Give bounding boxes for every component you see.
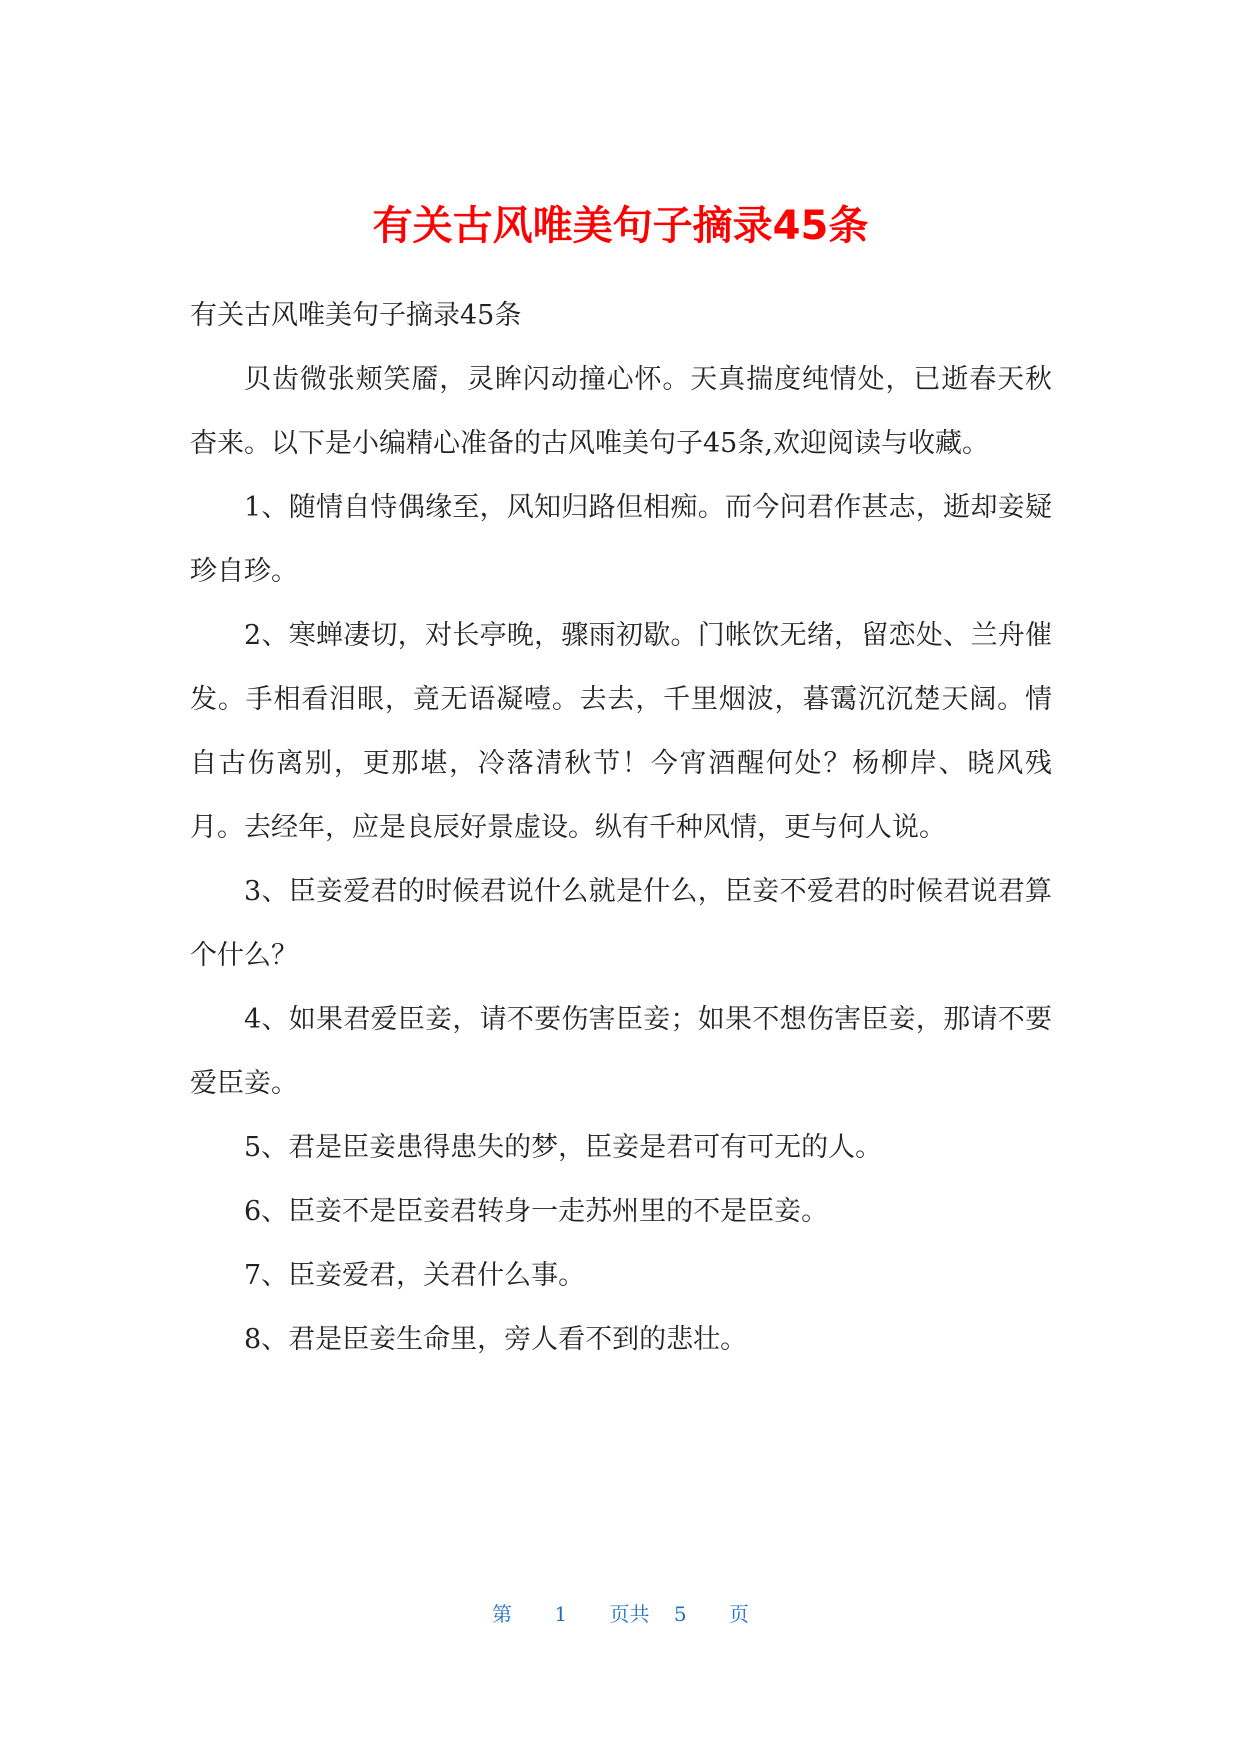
- intro-paragraph: 贝齿微张颊笑靥，灵眸闪动撞心怀。天真揣度纯情处，已逝春天秋杳来。以下是小编精心准备的古风唯美句子45条,欢迎阅读与收藏。: [190, 364, 1052, 459]
- current-page-number: 1: [554, 1602, 568, 1626]
- document-title: 有关古风唯美句子摘录45条: [372, 203, 869, 249]
- footer-label-ye: 页: [728, 1602, 749, 1626]
- document-subtitle: 有关古风唯美句子摘录45条: [190, 300, 522, 331]
- list-item: 5、君是臣妾患得患失的梦，臣妾是君可有可无的人。: [244, 1132, 883, 1163]
- list-item: 3、臣妾爱君的时候君说什么就是什么，臣妾不爱君的时候君说君算个什么？: [190, 876, 1052, 971]
- total-pages-number: 5: [673, 1602, 687, 1626]
- list-item: 8、君是臣妾生命里，旁人看不到的悲壮。: [244, 1324, 748, 1355]
- footer-label-ye-gong: 页共: [609, 1602, 650, 1626]
- list-item: 7、臣妾爱君，关君什么事。: [244, 1260, 586, 1291]
- list-item: 1、随情自恃偶缘至，风知归路但相痴。而今问君作甚志，逝却妾疑珍自珍。: [190, 492, 1052, 587]
- document-body: [190, 284, 1052, 1372]
- list-item: 6、臣妾不是臣妾君转身一走苏州里的不是臣妾。: [244, 1196, 829, 1227]
- page-footer: [0, 1600, 1241, 1628]
- footer-label-di: 第: [492, 1602, 513, 1626]
- list-item: 2、寒蝉凄切，对长亭晚，骤雨初歇。门帐饮无绪，留恋处、兰舟催发。手相看泪眼，竟无语凝噎。去去，千里烟波，暮霭沉沉楚天阔。情自古伤离别，更那堪，冷落清秋节！今宵酒醒何处？杨柳岸、晓风残月。去经年，应是良辰好景虚设。纵有千种风情，更与何人说。: [190, 620, 1052, 843]
- list-item: 4、如果君爱臣妾，请不要伤害臣妾；如果不想伤害臣妾，那请不要爱臣妾。: [190, 1004, 1052, 1099]
